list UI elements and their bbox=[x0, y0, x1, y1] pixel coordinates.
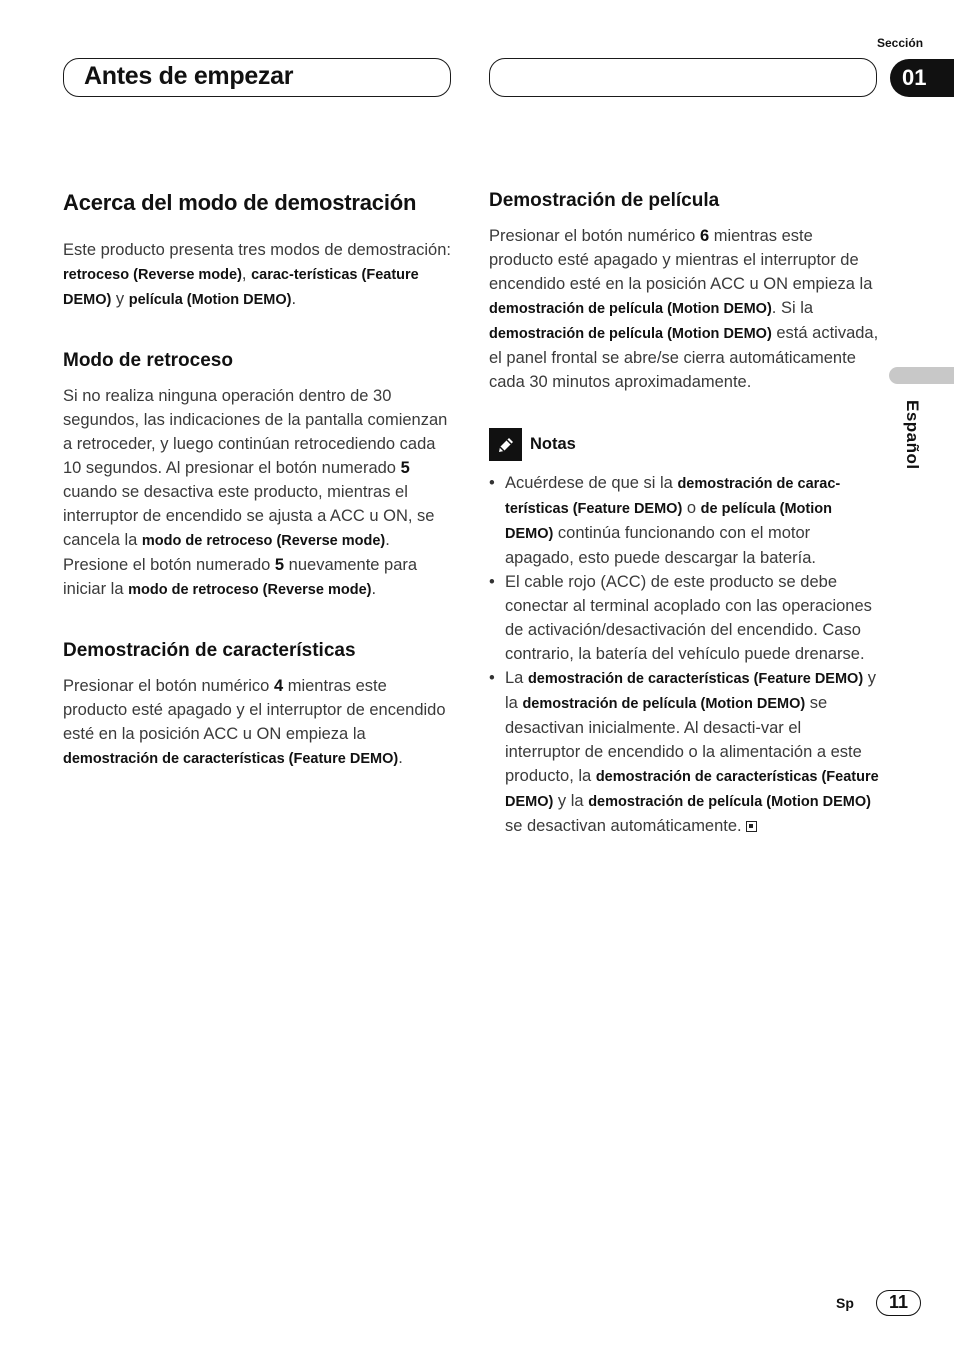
reverse-mode-heading: Modo de retroceso bbox=[63, 350, 233, 371]
notes-list bbox=[489, 471, 879, 838]
pencil-icon-svg bbox=[495, 434, 517, 456]
feature-demo-heading: Demostración de características bbox=[63, 640, 356, 661]
notes-header bbox=[489, 428, 879, 461]
header-title-frame bbox=[63, 58, 451, 97]
list-item: • Acuérdese de que si la demostración de carac-terísticas (Feature DEMO) o de película (Motion DEMO) continúa funcionando con el motor apagado, esto puede descargar la batería. bbox=[489, 471, 879, 570]
main-heading: Acerca del modo de demostración bbox=[63, 190, 417, 215]
list-item: • La demostración de características (Feature DEMO) y la demostración de película (Motion DEMO) se desactivan inicialmente. Al desacti-var el interruptor de encendido o la alimentación a este producto, la demostración de características (Feature DEMO) y la demostración de película (Motion DEMO) se desactivan automáticamente. bbox=[489, 666, 879, 838]
pencil-icon bbox=[489, 428, 522, 461]
section-number-badge: 01 bbox=[890, 59, 954, 97]
motion-demo-heading: Demostración de película bbox=[489, 190, 720, 211]
page-number: 11 bbox=[876, 1290, 921, 1316]
intro-paragraph: Este producto presenta tres modos de demostración: retroceso (Reverse mode), carac-terísticas (Feature DEMO) y película (Motion DEMO). bbox=[63, 241, 451, 308]
language-tab-marker bbox=[889, 367, 954, 384]
motion-demo-paragraph: Presionar el botón numérico 6 mientras este producto esté apagado y mientras el interruptor de encendido esté en la posición ACC u ON empieza la demostración de película (Motion DEMO). Si la demostración de película (Motion DEMO) está activada, el panel frontal se abre/se cierra automáticamente cada 30 minutos aproximadamente. bbox=[489, 227, 879, 391]
left-column bbox=[63, 190, 453, 771]
language-label: Español bbox=[903, 400, 922, 470]
notes-label: Notas bbox=[530, 435, 576, 453]
feature-demo-paragraph: Presionar el botón numérico 4 mientras este producto esté apagado y el interruptor de encendido esté en la posición ACC u ON empieza la demostración de características (Feature DEMO). bbox=[63, 677, 446, 767]
footer-language-code: Sp bbox=[836, 1295, 854, 1311]
header-blank-frame bbox=[489, 58, 877, 97]
list-item: • El cable rojo (ACC) de este producto se debe conectar al terminal acoplado con las operaciones de activación/desactivación del encendido. Caso contrario, la batería del vehículo puede drenarse. bbox=[489, 570, 879, 666]
page-title: Antes de empezar bbox=[84, 62, 294, 90]
reverse-mode-paragraph: Si no realiza ninguna operación dentro de 30 segundos, las indicaciones de la pantalla comienzan a retroceder, y luego continúan retrocediendo cada 10 segundos. Al presionar el botón numerado 5 cuando se desactiva este producto, mientras el interruptor de encendido se ajusta a ACC u ON, se cancela la modo de retroceso (Reverse mode). Presione el botón numerado 5 nuevamente para iniciar la modo de retroceso (Reverse mode). bbox=[63, 387, 448, 598]
right-column bbox=[489, 190, 879, 838]
end-of-section-icon bbox=[746, 821, 757, 832]
section-label: Sección bbox=[877, 36, 924, 50]
